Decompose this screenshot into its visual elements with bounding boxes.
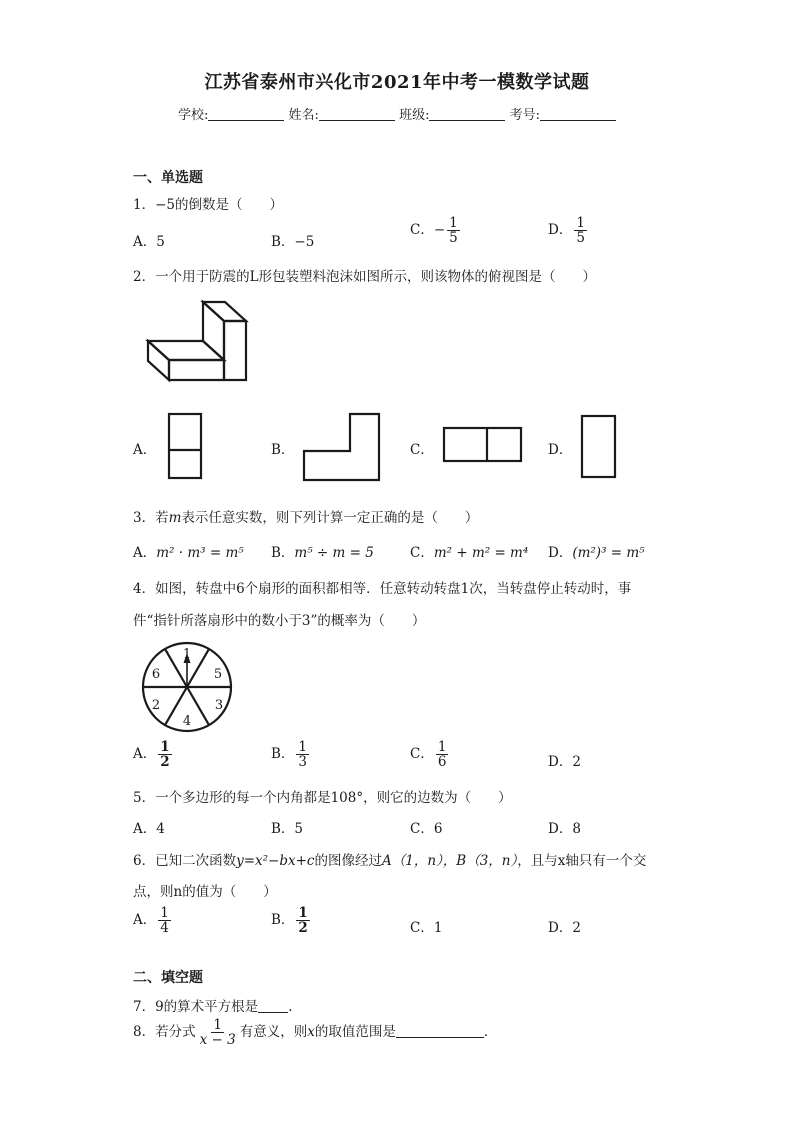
school-label: 学校: [178, 108, 209, 123]
q8-fraction: $\frac{1}{x - 3}$ [199, 1017, 236, 1049]
q2-option-c[interactable]: C． [410, 442, 434, 458]
q7-stem: 7．9的算术平方根是 ． [133, 999, 302, 1015]
spinner-number-5: 5 [213, 667, 223, 682]
q1-c-label: C．− [410, 222, 446, 239]
q2-stem: 2．一个用于防震的L形包装塑料泡沫如图所示，则该物体的俯视图是（ ） [133, 269, 597, 285]
q6-option-d[interactable]: D．2 [548, 920, 581, 936]
q1-option-b[interactable]: B．−5 [271, 234, 315, 250]
q4-option-d[interactable]: D．2 [548, 754, 581, 770]
class-label: 班级: [399, 108, 430, 123]
school-blank[interactable] [208, 108, 284, 121]
q1-d-label: D． [548, 222, 573, 239]
spinner-number-1: 1 [182, 647, 192, 662]
q1-option-d[interactable] [548, 216, 589, 245]
q4-option-b[interactable]: B． $\frac{1}{3}$ [271, 739, 308, 771]
q8-answer-blank[interactable] [396, 1025, 484, 1038]
q3-stem: 3．若m表示任意实数，则下列计算一定正确的是（ ） [133, 510, 479, 526]
q1-c-fraction: $\frac{1}{5}$ [449, 215, 458, 247]
class-blank[interactable] [429, 108, 505, 121]
q4-stem-line2: 件“指针所落扇形中的数小于3”的概率为（ ） [133, 613, 426, 629]
q6-a-fraction: $\frac{1}{4}$ [160, 905, 169, 937]
q8-stem: 8．若分式 $\frac{1}{x - 3}$ 有意义，则x的取值范围是 ． [133, 1017, 498, 1049]
q1-option-a[interactable]: A．5 [133, 234, 165, 250]
section-fill-blank: 二、填空题 [133, 970, 203, 986]
q6-option-a[interactable]: A． $\frac{1}{4}$ [133, 905, 169, 937]
exam-no-blank[interactable] [540, 108, 616, 121]
spinner-number-6: 6 [151, 667, 161, 682]
q5-option-b[interactable]: B．5 [271, 821, 304, 837]
q6-option-b[interactable]: B． $\frac{1}{2}$ [271, 905, 308, 937]
q4-b-fraction: $\frac{1}{3}$ [298, 739, 308, 771]
name-blank[interactable] [319, 108, 395, 121]
q1-d-fraction: $\frac{1}{5}$ [576, 215, 585, 247]
q2-option-b[interactable]: B． [271, 442, 295, 458]
q3-option-b[interactable]: B．m⁵ ÷ m = 5 [271, 545, 374, 561]
q4-stem-line1: 4．如图，转盘中6个扇形的面积都相等．任意转动转盘1次，当转盘停止转动时，事 [133, 581, 632, 597]
q4-option-c[interactable]: C． $\frac{1}{6}$ [410, 739, 447, 771]
spinner-figure [140, 640, 234, 734]
q2-b-view-icon [303, 413, 381, 481]
q1-option-c[interactable] [410, 216, 462, 245]
q3-option-d[interactable]: D．(m²)³ = m⁵ [548, 545, 645, 561]
q4-option-a[interactable]: A． $\frac{1}{2}$ [133, 739, 170, 771]
section-single-choice: 一、单选题 [133, 170, 203, 186]
spinner-number-4: 4 [182, 714, 192, 729]
q3-option-a[interactable]: A．m² · m³ = m⁵ [133, 545, 244, 561]
q1-stem: 1．−5的倒数是（ ） [133, 197, 283, 213]
exam-no-label: 考号: [509, 108, 540, 123]
q2-option-d[interactable]: D． [548, 442, 573, 458]
q2-d-view-icon [581, 415, 617, 479]
q2-c-view-icon [443, 427, 523, 463]
q4-c-fraction: $\frac{1}{6}$ [437, 739, 447, 771]
exam-title: 江苏省泰州市兴化市2021年中考一模数学试题 [204, 72, 590, 93]
q6-stem-line1: 6．已知二次函数y=x²−bx+c的图像经过A（1，n），B（3，n），且与x轴只有一个交 [133, 853, 647, 869]
q6-stem-line2: 点，则n的值为（ ） [133, 884, 277, 900]
q6-option-c[interactable]: C．1 [410, 920, 443, 936]
q5-option-a[interactable]: A．4 [133, 821, 165, 837]
student-info-line [0, 104, 794, 123]
name-label: 姓名: [288, 108, 319, 123]
spinner-number-3: 3 [214, 698, 224, 713]
l-shape-foam-figure [140, 300, 255, 390]
q6-b-fraction: $\frac{1}{2}$ [298, 905, 308, 937]
q3-option-c[interactable]: C．m² + m² = m⁴ [410, 545, 529, 561]
q4-a-fraction: $\frac{1}{2}$ [160, 739, 170, 771]
q2-a-view-icon [168, 413, 202, 479]
q5-option-d[interactable]: D．8 [548, 821, 581, 837]
q5-stem: 5．一个多边形的每一个内角都是108°，则它的边数为（ ） [133, 790, 512, 806]
q2-option-a[interactable]: A． [133, 442, 157, 458]
q5-option-c[interactable]: C．6 [410, 821, 443, 837]
spinner-number-2: 2 [151, 698, 161, 713]
q7-answer-blank[interactable] [258, 1000, 288, 1013]
